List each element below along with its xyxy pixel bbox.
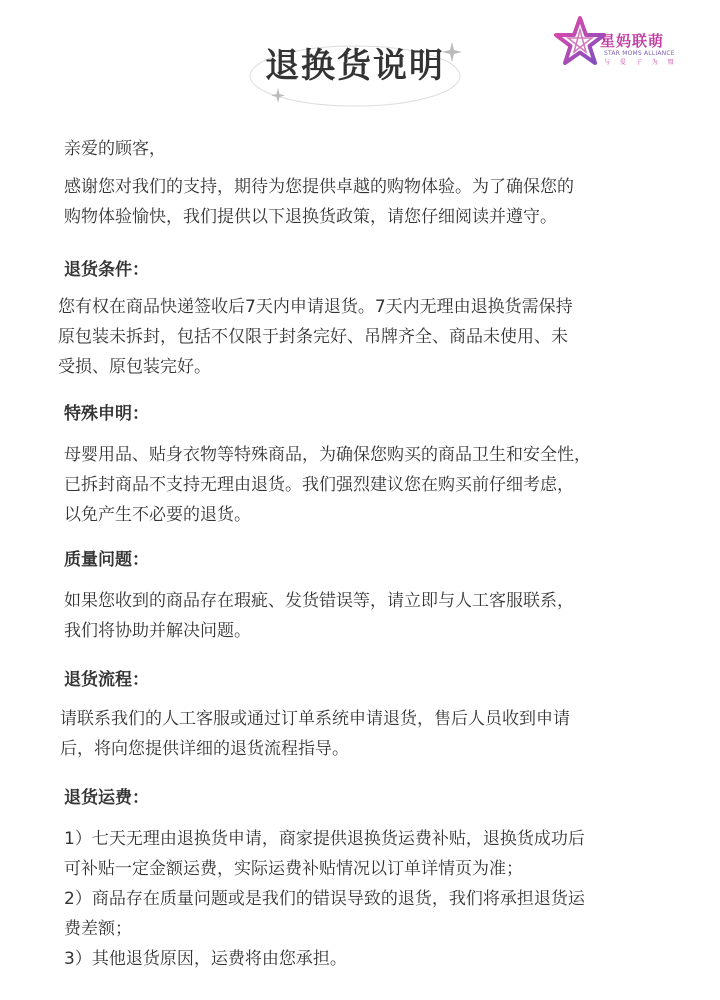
quality-issues-text	[64, 586, 574, 646]
text-line: 已拆封商品不支持无理由退货。我们强烈建议您在购买前仔细考虑，	[64, 475, 574, 495]
text-line: 费差额；	[64, 919, 132, 939]
return-process-text	[60, 704, 570, 764]
return-conditions-text	[58, 292, 573, 382]
intro-line: 购物体验愉快，我们提供以下退换货政策，请您仔细阅读并遵守。	[64, 207, 557, 227]
page-title: 退换货说明	[265, 46, 445, 86]
text-line: 2）商品存在质量问题或是我们的错误导致的退货，我们将承担退货运	[64, 889, 585, 909]
text-line: 您有权在商品快递签收后7天内申请退货。7天内无理由退换货需保持	[58, 297, 573, 317]
text-line: 受损、原包装完好。	[58, 357, 211, 377]
return-shipping-heading: 退货运费：	[64, 788, 149, 808]
page-header	[0, 0, 720, 110]
text-line: 后，将向您提供详细的退货流程指导。	[60, 739, 349, 759]
intro-line: 感谢您对我们的支持，期待为您提供卓越的购物体验。为了确保您的	[64, 177, 574, 197]
text-line: 母婴用品、贴身衣物等特殊商品，为确保您购买的商品卫生和安全性，	[64, 445, 591, 465]
special-statement-heading: 特殊申明：	[64, 404, 149, 424]
quality-issues-heading: 质量问题：	[64, 550, 149, 570]
text-line: 以免产生不必要的退货。	[64, 505, 251, 525]
text-line: 我们将协助并解决问题。	[64, 621, 251, 641]
text-line: 1）七天无理由退换货申请，商家提供退换货运费补贴，退换货成功后	[64, 829, 585, 849]
title-block	[240, 24, 480, 104]
return-conditions-heading: 退货条件：	[64, 260, 149, 280]
text-line: 可补贴一定金额运费，实际运费补贴情况以订单详情页为准；	[64, 859, 523, 879]
text-line: 3）其他退货原因，运费将由您承担。	[64, 949, 347, 969]
return-shipping-text	[64, 824, 585, 974]
text-line: 如果您收到的商品存在瑕疵、发货错误等，请立即与人工客服联系，	[64, 591, 574, 611]
return-process-heading: 退货流程：	[64, 670, 149, 690]
brand-name-en: STAR MOMS ALLIANCE	[604, 50, 675, 57]
greeting: 亲爱的顾客，	[64, 139, 166, 159]
brand-name-cn: 星妈联萌	[600, 32, 665, 50]
text-line: 原包装未拆封，包括不仅限于封条完好、吊牌齐全、商品未使用、未	[58, 327, 568, 347]
brand-logo	[552, 14, 692, 70]
brand-tagline: 与 爱 子 为 盟	[604, 59, 678, 66]
special-statement-text	[64, 440, 591, 530]
text-line: 请联系我们的人工客服或通过订单系统申请退货，售后人员收到申请	[60, 709, 570, 729]
intro-paragraph	[64, 172, 574, 232]
